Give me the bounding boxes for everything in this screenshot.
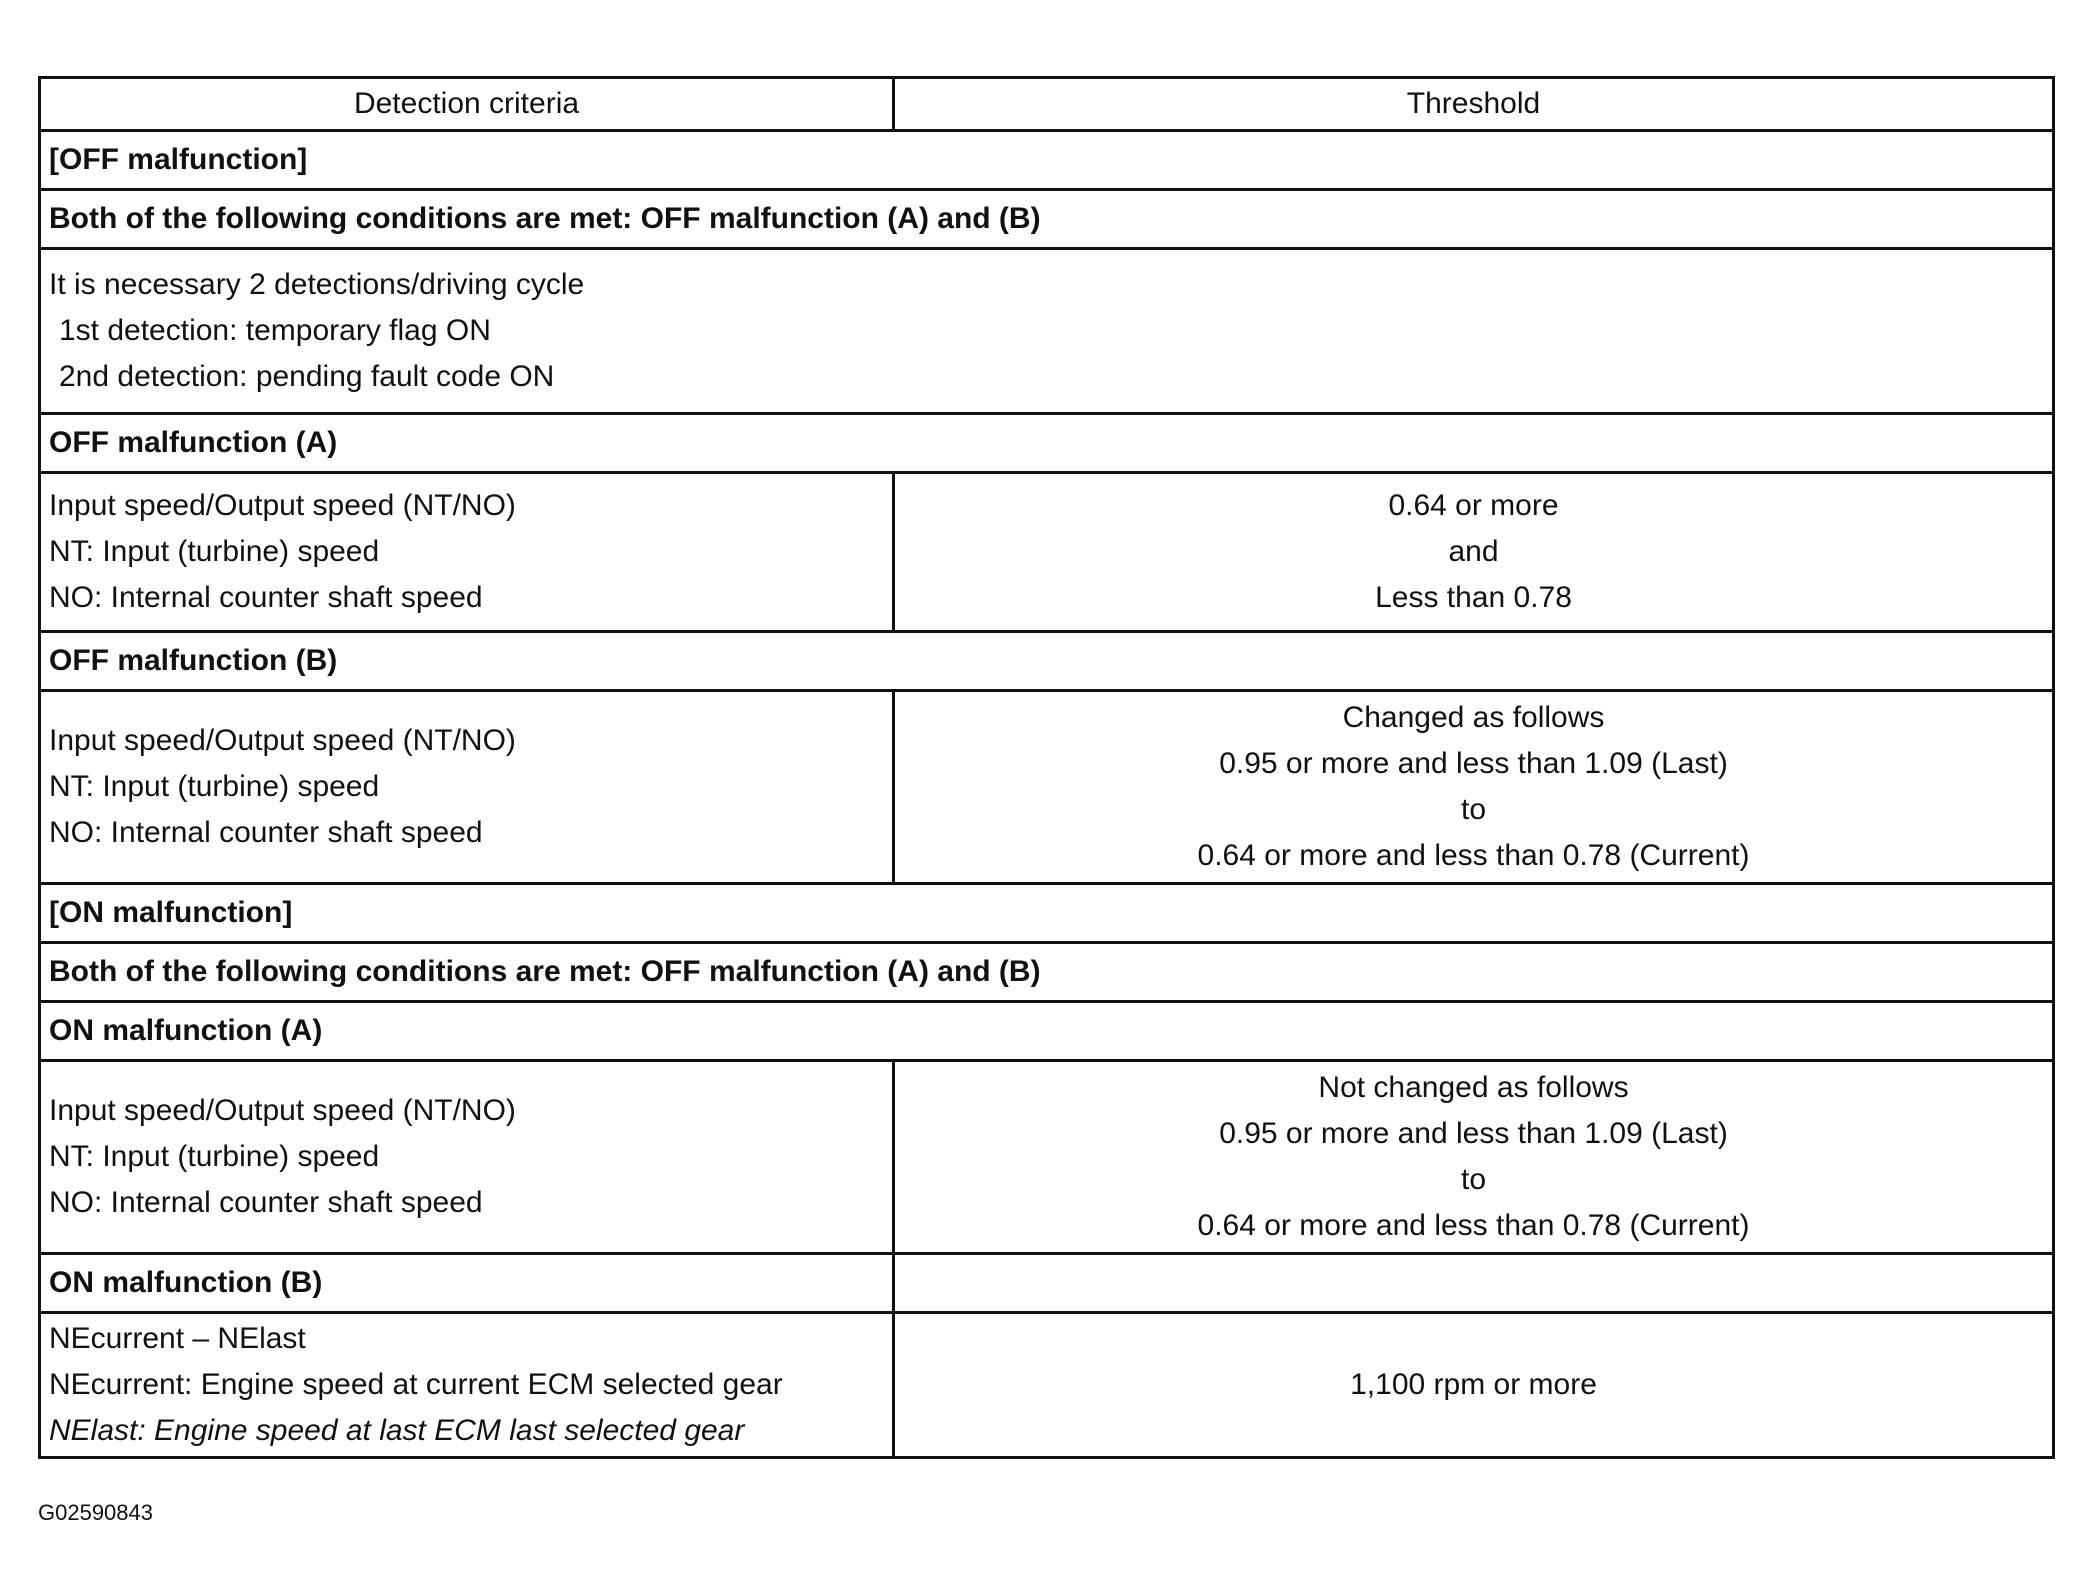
criteria-line: NT: Input (turbine) speed — [49, 1140, 380, 1173]
off-malfunction-a-heading: OFF malfunction (A) — [40, 414, 2054, 473]
criteria-line: Input speed/Output speed (NT/NO) — [49, 489, 516, 522]
table-row — [40, 1061, 2054, 1254]
criteria-line: NO: Internal counter shaft speed — [49, 816, 483, 849]
table-row — [40, 473, 2054, 632]
threshold-line: 0.64 or more — [1388, 489, 1559, 522]
criteria-line: NO: Internal counter shaft speed — [49, 581, 483, 614]
table-row — [40, 884, 2054, 943]
on-malfunction-a-heading: ON malfunction (A) — [40, 1002, 2054, 1061]
on-both-conditions-heading: Both of the following conditions are met: OFF malfunction (A) and (B) — [40, 943, 2054, 1002]
header-detection-criteria: Detection criteria — [40, 78, 894, 131]
off-a-threshold-cell — [894, 473, 2054, 632]
table-row — [40, 190, 2054, 249]
table-row — [40, 1254, 2054, 1313]
threshold-line: Not changed as follows — [1318, 1071, 1629, 1104]
table-row — [40, 632, 2054, 691]
threshold-line: 0.95 or more and less than 1.09 (Last) — [1219, 747, 1728, 780]
figure-id: G02590843 — [38, 1500, 153, 1525]
table-row — [40, 1002, 2054, 1061]
criteria-line: NElast: Engine speed at last ECM last selected gear — [49, 1414, 745, 1447]
table-row — [40, 414, 2054, 473]
detection-criteria-table — [38, 76, 2055, 1459]
table-row — [40, 131, 2054, 190]
off-a-criteria-cell — [40, 473, 894, 632]
on-a-criteria-cell — [40, 1061, 894, 1254]
criteria-line: Input speed/Output speed (NT/NO) — [49, 1094, 516, 1127]
criteria-line: NEcurrent – NElast — [49, 1322, 306, 1355]
threshold-line: 0.64 or more and less than 0.78 (Current) — [1197, 1209, 1750, 1242]
off-both-conditions-heading: Both of the following conditions are met: OFF malfunction (A) and (B) — [40, 190, 2054, 249]
off-malfunction-b-heading: OFF malfunction (B) — [40, 632, 2054, 691]
threshold-line: 0.64 or more and less than 0.78 (Current) — [1197, 839, 1750, 872]
threshold-line: and — [1448, 535, 1499, 568]
threshold-line: Less than 0.78 — [1375, 581, 1572, 614]
on-a-threshold-cell — [894, 1061, 2054, 1254]
note-line: 2nd detection: pending fault code ON — [59, 360, 555, 393]
on-b-heading-empty-cell — [894, 1254, 2054, 1313]
table-row — [40, 249, 2054, 414]
off-detection-note — [40, 249, 2054, 414]
table-header-row — [40, 78, 2054, 131]
on-malfunction-section-heading: [ON malfunction] — [40, 884, 2054, 943]
off-malfunction-section-heading: [OFF malfunction] — [40, 131, 2054, 190]
criteria-line: NT: Input (turbine) speed — [49, 770, 380, 803]
threshold-line: to — [1460, 1163, 1487, 1196]
off-b-criteria-cell — [40, 691, 894, 884]
threshold-line: to — [1460, 793, 1487, 826]
on-b-criteria-cell — [40, 1313, 894, 1458]
header-threshold: Threshold — [894, 78, 2054, 131]
criteria-line: NT: Input (turbine) speed — [49, 535, 380, 568]
criteria-line: NO: Internal counter shaft speed — [49, 1186, 483, 1219]
criteria-line: Input speed/Output speed (NT/NO) — [49, 724, 516, 757]
criteria-sheet — [38, 76, 2052, 1459]
table-row — [40, 1313, 2054, 1458]
off-b-threshold-cell — [894, 691, 2054, 884]
note-line: 1st detection: temporary flag ON — [59, 314, 491, 347]
criteria-line: NEcurrent: Engine speed at current ECM selected gear — [49, 1368, 783, 1401]
on-b-threshold-cell: 1,100 rpm or more — [894, 1313, 2054, 1458]
note-line: It is necessary 2 detections/driving cycle — [49, 268, 585, 301]
threshold-line: 0.95 or more and less than 1.09 (Last) — [1219, 1117, 1728, 1150]
on-malfunction-b-heading: ON malfunction (B) — [40, 1254, 894, 1313]
threshold-line: Changed as follows — [1342, 701, 1605, 734]
table-row — [40, 943, 2054, 1002]
table-row — [40, 691, 2054, 884]
